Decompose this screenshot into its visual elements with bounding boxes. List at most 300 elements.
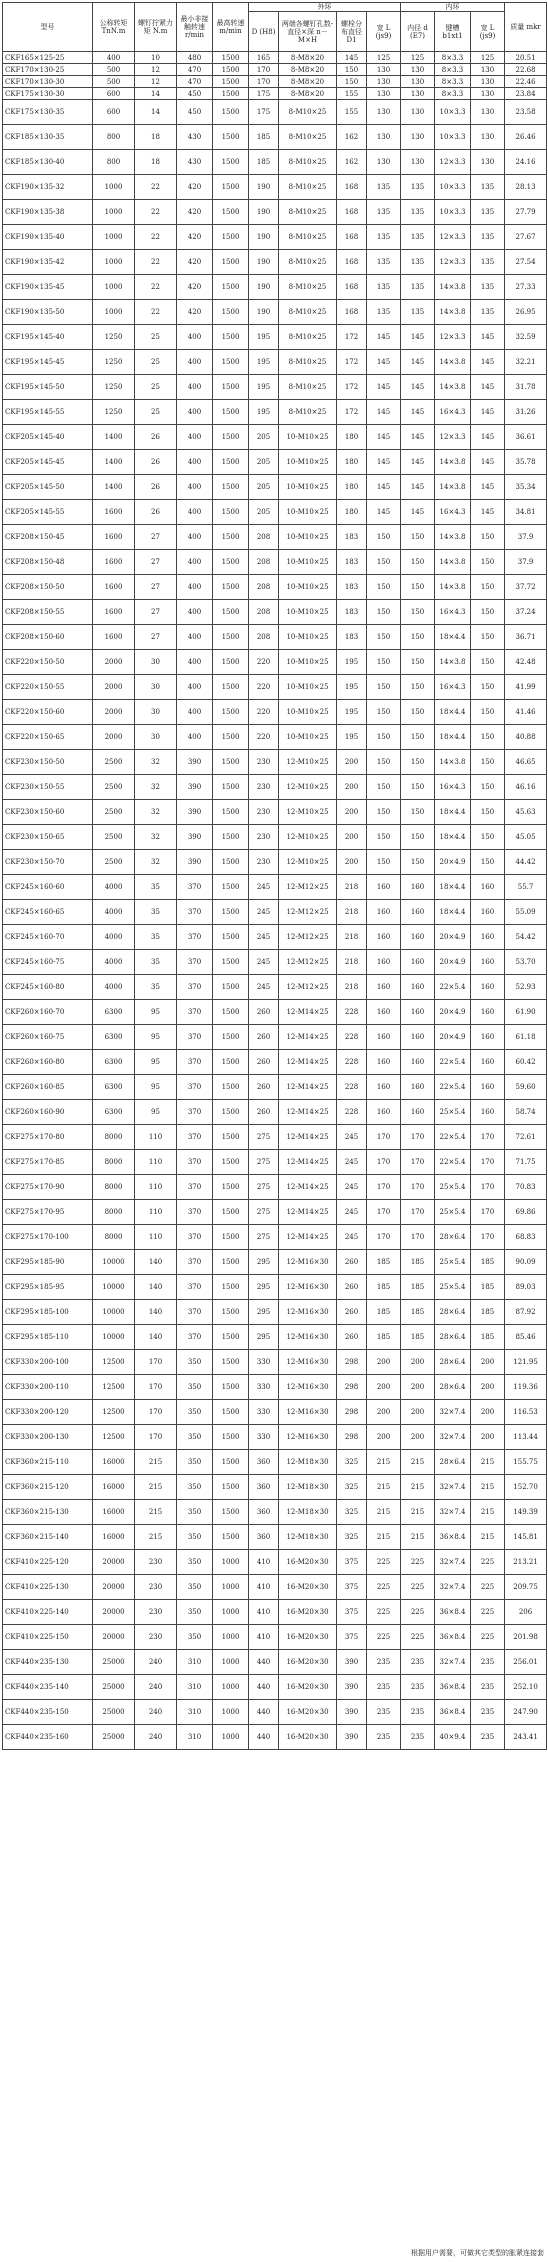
cell-model: CKF410×225-120	[3, 1550, 93, 1575]
cell-outer-d: 220	[249, 675, 279, 700]
cell-outer-d: 165	[249, 52, 279, 64]
cell-mass: 71.75	[505, 1150, 547, 1175]
cell-max-speed: 1500	[213, 150, 249, 175]
cell-bolt-holes: 16-M20×30	[279, 1575, 337, 1600]
cell-bolt-circle: 390	[337, 1675, 367, 1700]
cell-inner-diameter: 235	[401, 1700, 435, 1725]
cell-mass: 37.9	[505, 550, 547, 575]
cell-torque: 1250	[93, 375, 135, 400]
cell-keyway: 16×4.3	[435, 600, 471, 625]
table-row	[3, 1150, 547, 1175]
cell-outer-width: 145	[367, 400, 401, 425]
table-row	[3, 1400, 547, 1425]
cell-mass: 32.59	[505, 325, 547, 350]
cell-outer-width: 130	[367, 64, 401, 76]
cell-keyway: 18×4.4	[435, 725, 471, 750]
cell-outer-width: 145	[367, 475, 401, 500]
header-max-speed: 最高转速 m/min	[213, 3, 249, 52]
cell-torque: 1250	[93, 325, 135, 350]
cell-outer-d: 170	[249, 76, 279, 88]
cell-min-gap-speed: 400	[177, 400, 213, 425]
table-row	[3, 775, 547, 800]
cell-mass: 55.7	[505, 875, 547, 900]
cell-max-speed: 1500	[213, 975, 249, 1000]
cell-outer-width: 150	[367, 525, 401, 550]
cell-inner-diameter: 200	[401, 1375, 435, 1400]
cell-max-speed: 1500	[213, 1075, 249, 1100]
cell-min-gap-speed: 390	[177, 800, 213, 825]
cell-inner-width: 150	[471, 550, 505, 575]
cell-inner-width: 170	[471, 1150, 505, 1175]
cell-keyway: 16×4.3	[435, 675, 471, 700]
cell-outer-d: 205	[249, 475, 279, 500]
cell-keyway: 22×5.4	[435, 1150, 471, 1175]
cell-bolt-torque: 95	[135, 1075, 177, 1100]
cell-mass: 213.21	[505, 1550, 547, 1575]
cell-model: CKF410×225-150	[3, 1625, 93, 1650]
cell-inner-diameter: 145	[401, 400, 435, 425]
header-inner-width: 宽 L (js9)	[471, 12, 505, 52]
cell-outer-d: 245	[249, 925, 279, 950]
cell-inner-width: 145	[471, 475, 505, 500]
cell-inner-diameter: 130	[401, 88, 435, 100]
cell-inner-diameter: 150	[401, 700, 435, 725]
cell-inner-width: 145	[471, 375, 505, 400]
cell-mass: 70.83	[505, 1175, 547, 1200]
spec-table-container	[2, 2, 546, 1750]
cell-max-speed: 1000	[213, 1625, 249, 1650]
cell-max-speed: 1500	[213, 1475, 249, 1500]
cell-outer-d: 295	[249, 1300, 279, 1325]
cell-min-gap-speed: 370	[177, 1050, 213, 1075]
cell-bolt-holes: 10-M10×25	[279, 575, 337, 600]
cell-torque: 1000	[93, 275, 135, 300]
cell-bolt-torque: 230	[135, 1550, 177, 1575]
table-body	[3, 52, 547, 1750]
cell-max-speed: 1500	[213, 875, 249, 900]
cell-keyway: 18×4.4	[435, 900, 471, 925]
cell-model: CKF185×130-35	[3, 125, 93, 150]
cell-outer-d: 410	[249, 1575, 279, 1600]
cell-outer-d: 230	[249, 775, 279, 800]
cell-outer-d: 275	[249, 1175, 279, 1200]
cell-inner-width: 135	[471, 300, 505, 325]
cell-keyway: 8×3.3	[435, 76, 471, 88]
cell-model: CKF275×170-90	[3, 1175, 93, 1200]
cell-inner-diameter: 225	[401, 1600, 435, 1625]
cell-model: CKF440×235-150	[3, 1700, 93, 1725]
cell-inner-diameter: 200	[401, 1400, 435, 1425]
cell-bolt-circle: 183	[337, 575, 367, 600]
cell-inner-diameter: 150	[401, 800, 435, 825]
cell-min-gap-speed: 370	[177, 950, 213, 975]
cell-max-speed: 1500	[213, 725, 249, 750]
cell-bolt-circle: 150	[337, 64, 367, 76]
cell-torque: 16000	[93, 1450, 135, 1475]
cell-inner-diameter: 160	[401, 1100, 435, 1125]
cell-min-gap-speed: 370	[177, 1150, 213, 1175]
cell-bolt-circle: 228	[337, 1100, 367, 1125]
cell-inner-diameter: 160	[401, 1050, 435, 1075]
cell-bolt-circle: 325	[337, 1450, 367, 1475]
cell-model: CKF170×130-30	[3, 76, 93, 88]
cell-outer-d: 440	[249, 1700, 279, 1725]
cell-outer-d: 440	[249, 1725, 279, 1750]
cell-max-speed: 1500	[213, 650, 249, 675]
cell-outer-d: 410	[249, 1625, 279, 1650]
cell-model: CKF295×185-100	[3, 1300, 93, 1325]
cell-mass: 45.05	[505, 825, 547, 850]
cell-min-gap-speed: 400	[177, 725, 213, 750]
cell-keyway: 32×7.4	[435, 1425, 471, 1450]
cell-outer-width: 145	[367, 500, 401, 525]
cell-bolt-torque: 26	[135, 425, 177, 450]
cell-torque: 25000	[93, 1725, 135, 1750]
cell-max-speed: 1500	[213, 88, 249, 100]
cell-max-speed: 1500	[213, 300, 249, 325]
cell-bolt-torque: 10	[135, 52, 177, 64]
cell-min-gap-speed: 370	[177, 1125, 213, 1150]
cell-torque: 25000	[93, 1650, 135, 1675]
cell-outer-width: 185	[367, 1275, 401, 1300]
cell-model: CKF330×200-110	[3, 1375, 93, 1400]
cell-mass: 145.81	[505, 1525, 547, 1550]
cell-bolt-holes: 12-M16×30	[279, 1250, 337, 1275]
cell-inner-width: 130	[471, 100, 505, 125]
cell-max-speed: 1500	[213, 1375, 249, 1400]
cell-bolt-holes: 8-M10×25	[279, 250, 337, 275]
header-model: 型号	[3, 3, 93, 52]
cell-inner-width: 135	[471, 250, 505, 275]
cell-torque: 1250	[93, 350, 135, 375]
table-row	[3, 1050, 547, 1075]
table-row	[3, 1700, 547, 1725]
cell-outer-width: 235	[367, 1725, 401, 1750]
cell-inner-width: 160	[471, 1050, 505, 1075]
table-row	[3, 275, 547, 300]
table-row	[3, 1250, 547, 1275]
cell-inner-width: 150	[471, 525, 505, 550]
cell-keyway: 12×3.3	[435, 325, 471, 350]
cell-keyway: 12×3.3	[435, 225, 471, 250]
cell-bolt-torque: 215	[135, 1525, 177, 1550]
table-row	[3, 1450, 547, 1475]
cell-bolt-torque: 30	[135, 700, 177, 725]
cell-torque: 1000	[93, 250, 135, 275]
cell-max-speed: 1000	[213, 1700, 249, 1725]
cell-bolt-holes: 12-M14×25	[279, 1050, 337, 1075]
cell-max-speed: 1500	[213, 52, 249, 64]
cell-inner-diameter: 170	[401, 1175, 435, 1200]
cell-min-gap-speed: 400	[177, 550, 213, 575]
cell-inner-width: 160	[471, 950, 505, 975]
cell-outer-width: 170	[367, 1225, 401, 1250]
cell-outer-width: 150	[367, 725, 401, 750]
cell-model: CKF220×150-50	[3, 650, 93, 675]
cell-model: CKF230×150-60	[3, 800, 93, 825]
header-inner-ring: 内环	[401, 3, 505, 12]
cell-bolt-circle: 195	[337, 650, 367, 675]
cell-bolt-torque: 32	[135, 850, 177, 875]
cell-bolt-holes: 12-M10×25	[279, 800, 337, 825]
spec-table	[2, 2, 547, 1750]
cell-max-speed: 1500	[213, 925, 249, 950]
table-row	[3, 1550, 547, 1575]
cell-keyway: 16×4.3	[435, 400, 471, 425]
cell-mass: 201.98	[505, 1625, 547, 1650]
cell-outer-width: 225	[367, 1600, 401, 1625]
cell-torque: 8000	[93, 1125, 135, 1150]
table-row	[3, 525, 547, 550]
cell-bolt-holes: 8-M10×25	[279, 225, 337, 250]
cell-bolt-circle: 172	[337, 325, 367, 350]
cell-mass: 113.44	[505, 1425, 547, 1450]
cell-mass: 116.53	[505, 1400, 547, 1425]
cell-torque: 1600	[93, 575, 135, 600]
cell-torque: 2500	[93, 850, 135, 875]
cell-torque: 20000	[93, 1575, 135, 1600]
cell-bolt-holes: 12-M16×30	[279, 1350, 337, 1375]
cell-inner-width: 135	[471, 175, 505, 200]
cell-max-speed: 1500	[213, 475, 249, 500]
cell-mass: 23.58	[505, 100, 547, 125]
cell-bolt-circle: 168	[337, 200, 367, 225]
cell-outer-width: 145	[367, 325, 401, 350]
cell-torque: 500	[93, 76, 135, 88]
cell-outer-width: 200	[367, 1375, 401, 1400]
cell-inner-diameter: 145	[401, 500, 435, 525]
cell-bolt-circle: 168	[337, 300, 367, 325]
cell-outer-d: 410	[249, 1600, 279, 1625]
cell-bolt-holes: 12-M14×25	[279, 1125, 337, 1150]
cell-bolt-circle: 298	[337, 1400, 367, 1425]
cell-max-speed: 1500	[213, 1325, 249, 1350]
cell-model: CKF330×200-130	[3, 1425, 93, 1450]
cell-inner-width: 170	[471, 1225, 505, 1250]
cell-outer-d: 175	[249, 100, 279, 125]
cell-outer-d: 190	[249, 250, 279, 275]
cell-keyway: 8×3.3	[435, 88, 471, 100]
cell-max-speed: 1000	[213, 1550, 249, 1575]
cell-outer-width: 185	[367, 1300, 401, 1325]
table-row	[3, 800, 547, 825]
cell-outer-d: 208	[249, 625, 279, 650]
cell-bolt-torque: 35	[135, 900, 177, 925]
cell-keyway: 12×3.3	[435, 250, 471, 275]
cell-keyway: 36×8.4	[435, 1700, 471, 1725]
cell-bolt-torque: 14	[135, 88, 177, 100]
cell-bolt-torque: 140	[135, 1325, 177, 1350]
cell-torque: 6300	[93, 1025, 135, 1050]
cell-inner-width: 145	[471, 450, 505, 475]
cell-inner-diameter: 225	[401, 1575, 435, 1600]
cell-bolt-holes: 10-M10×25	[279, 650, 337, 675]
cell-bolt-circle: 260	[337, 1275, 367, 1300]
cell-inner-width: 215	[471, 1525, 505, 1550]
cell-torque: 16000	[93, 1475, 135, 1500]
cell-inner-width: 170	[471, 1125, 505, 1150]
cell-bolt-circle: 245	[337, 1125, 367, 1150]
cell-inner-diameter: 160	[401, 1075, 435, 1100]
cell-mass: 256.01	[505, 1650, 547, 1675]
cell-max-speed: 1500	[213, 1350, 249, 1375]
cell-bolt-circle: 150	[337, 76, 367, 88]
cell-bolt-holes: 8-M8×20	[279, 76, 337, 88]
cell-max-speed: 1500	[213, 1425, 249, 1450]
cell-max-speed: 1500	[213, 1250, 249, 1275]
cell-bolt-torque: 22	[135, 200, 177, 225]
cell-max-speed: 1000	[213, 1650, 249, 1675]
cell-bolt-torque: 170	[135, 1350, 177, 1375]
cell-max-speed: 1500	[213, 1025, 249, 1050]
cell-inner-width: 150	[471, 750, 505, 775]
cell-bolt-circle: 390	[337, 1650, 367, 1675]
cell-model: CKF190×135-42	[3, 250, 93, 275]
cell-keyway: 32×7.4	[435, 1650, 471, 1675]
cell-bolt-circle: 375	[337, 1550, 367, 1575]
cell-min-gap-speed: 470	[177, 64, 213, 76]
cell-outer-width: 160	[367, 900, 401, 925]
cell-bolt-holes: 10-M10×25	[279, 425, 337, 450]
cell-bolt-torque: 95	[135, 1025, 177, 1050]
cell-model: CKF170×130-25	[3, 64, 93, 76]
cell-keyway: 14×3.8	[435, 475, 471, 500]
cell-inner-width: 200	[471, 1375, 505, 1400]
cell-model: CKF205×145-40	[3, 425, 93, 450]
cell-outer-width: 160	[367, 1050, 401, 1075]
cell-mass: 35.78	[505, 450, 547, 475]
table-row	[3, 475, 547, 500]
cell-inner-diameter: 145	[401, 375, 435, 400]
cell-bolt-holes: 12-M18×30	[279, 1475, 337, 1500]
cell-torque: 600	[93, 100, 135, 125]
cell-outer-width: 160	[367, 950, 401, 975]
cell-torque: 25000	[93, 1700, 135, 1725]
cell-outer-d: 190	[249, 275, 279, 300]
cell-min-gap-speed: 390	[177, 775, 213, 800]
cell-torque: 2500	[93, 825, 135, 850]
cell-model: CKF220×150-55	[3, 675, 93, 700]
cell-bolt-torque: 35	[135, 875, 177, 900]
cell-max-speed: 1500	[213, 1050, 249, 1075]
cell-outer-d: 245	[249, 875, 279, 900]
cell-mass: 28.13	[505, 175, 547, 200]
cell-model: CKF230×150-65	[3, 825, 93, 850]
cell-mass: 37.72	[505, 575, 547, 600]
header-inner-diameter: 内径 d (E7)	[401, 12, 435, 52]
table-row	[3, 125, 547, 150]
cell-torque: 6300	[93, 1000, 135, 1025]
cell-inner-width: 225	[471, 1600, 505, 1625]
cell-bolt-torque: 27	[135, 550, 177, 575]
cell-inner-diameter: 160	[401, 975, 435, 1000]
cell-mass: 31.26	[505, 400, 547, 425]
cell-max-speed: 1500	[213, 1100, 249, 1125]
cell-bolt-torque: 22	[135, 275, 177, 300]
cell-mass: 31.78	[505, 375, 547, 400]
cell-min-gap-speed: 430	[177, 150, 213, 175]
cell-bolt-circle: 168	[337, 225, 367, 250]
cell-min-gap-speed: 400	[177, 425, 213, 450]
cell-outer-d: 185	[249, 150, 279, 175]
cell-mass: 24.16	[505, 150, 547, 175]
table-row	[3, 64, 547, 76]
cell-outer-width: 160	[367, 875, 401, 900]
cell-keyway: 22×5.4	[435, 1125, 471, 1150]
cell-max-speed: 1500	[213, 1525, 249, 1550]
cell-min-gap-speed: 310	[177, 1700, 213, 1725]
table-row	[3, 76, 547, 88]
cell-bolt-torque: 35	[135, 975, 177, 1000]
cell-model: CKF205×145-45	[3, 450, 93, 475]
cell-outer-width: 160	[367, 1075, 401, 1100]
cell-max-speed: 1500	[213, 1150, 249, 1175]
table-row	[3, 675, 547, 700]
cell-inner-width: 130	[471, 88, 505, 100]
cell-torque: 1600	[93, 500, 135, 525]
cell-bolt-circle: 168	[337, 275, 367, 300]
cell-outer-width: 145	[367, 375, 401, 400]
cell-model: CKF190×135-32	[3, 175, 93, 200]
cell-bolt-holes: 10-M10×25	[279, 450, 337, 475]
cell-outer-d: 190	[249, 200, 279, 225]
cell-min-gap-speed: 350	[177, 1575, 213, 1600]
cell-max-speed: 1500	[213, 64, 249, 76]
cell-keyway: 14×3.8	[435, 450, 471, 475]
cell-min-gap-speed: 370	[177, 1250, 213, 1275]
cell-bolt-torque: 27	[135, 625, 177, 650]
cell-outer-d: 245	[249, 975, 279, 1000]
cell-bolt-circle: 245	[337, 1200, 367, 1225]
cell-max-speed: 1500	[213, 225, 249, 250]
cell-mass: 44.42	[505, 850, 547, 875]
cell-bolt-holes: 12-M14×25	[279, 1175, 337, 1200]
cell-outer-d: 360	[249, 1450, 279, 1475]
cell-torque: 8000	[93, 1225, 135, 1250]
cell-bolt-holes: 10-M10×25	[279, 675, 337, 700]
cell-torque: 1400	[93, 475, 135, 500]
cell-torque: 2500	[93, 800, 135, 825]
cell-outer-width: 160	[367, 1100, 401, 1125]
cell-model: CKF195×145-40	[3, 325, 93, 350]
cell-keyway: 25×5.4	[435, 1250, 471, 1275]
table-row	[3, 100, 547, 125]
cell-model: CKF190×135-50	[3, 300, 93, 325]
cell-model: CKF360×215-110	[3, 1450, 93, 1475]
cell-min-gap-speed: 370	[177, 1200, 213, 1225]
cell-outer-width: 135	[367, 300, 401, 325]
cell-bolt-circle: 218	[337, 975, 367, 1000]
cell-torque: 2000	[93, 675, 135, 700]
cell-bolt-circle: 375	[337, 1600, 367, 1625]
cell-outer-d: 360	[249, 1475, 279, 1500]
cell-outer-width: 225	[367, 1625, 401, 1650]
cell-inner-width: 135	[471, 200, 505, 225]
cell-outer-d: 360	[249, 1500, 279, 1525]
cell-bolt-holes: 8-M8×20	[279, 52, 337, 64]
cell-max-speed: 1000	[213, 1575, 249, 1600]
cell-min-gap-speed: 350	[177, 1625, 213, 1650]
cell-outer-d: 260	[249, 1100, 279, 1125]
cell-bolt-torque: 26	[135, 450, 177, 475]
cell-model: CKF205×145-50	[3, 475, 93, 500]
cell-min-gap-speed: 430	[177, 125, 213, 150]
cell-outer-d: 260	[249, 1075, 279, 1100]
cell-keyway: 14×3.8	[435, 300, 471, 325]
cell-bolt-circle: 145	[337, 52, 367, 64]
cell-keyway: 20×4.9	[435, 950, 471, 975]
cell-torque: 16000	[93, 1525, 135, 1550]
